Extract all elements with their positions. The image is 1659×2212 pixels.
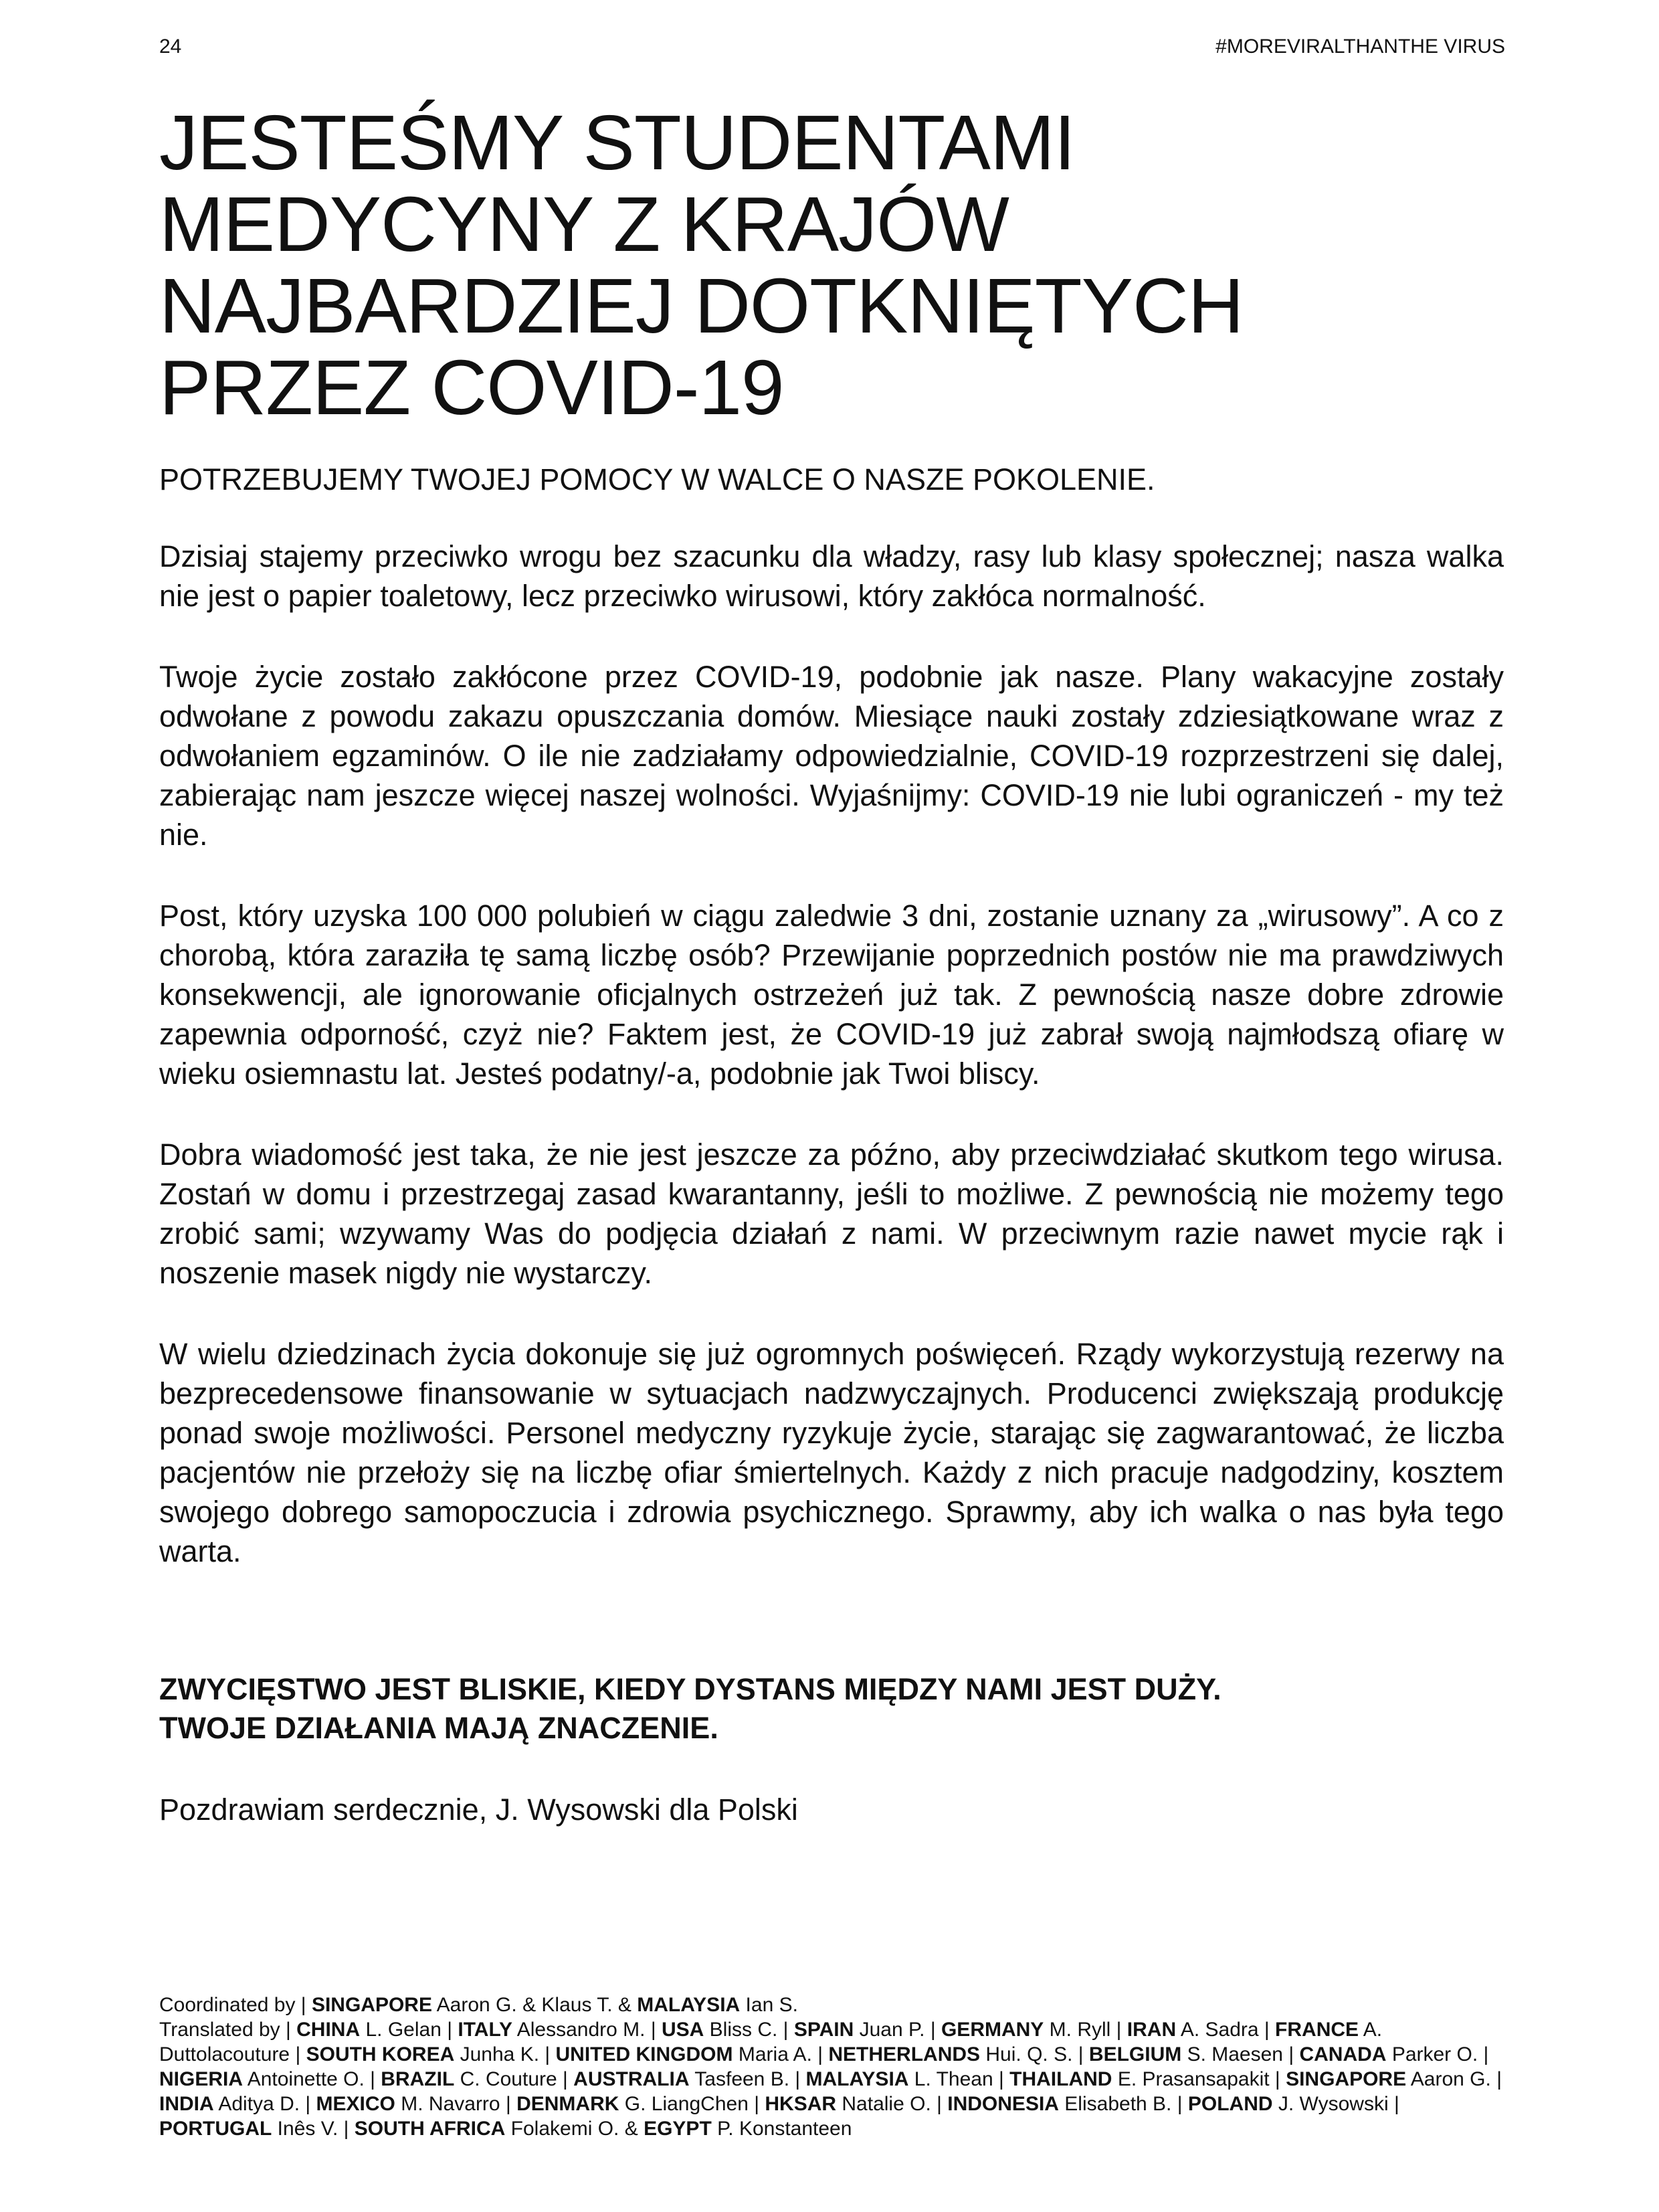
body-paragraph: Post, który uzyska 100 000 polubień w ciągu zaledwie 3 dni, zostanie uznany za „wirusowy”. A co z chorobą, która zaraziła tę samą liczbę osób? Przewijanie poprzednich postów nie ma prawdziwych konsekwencji, ale ignorowanie oficjalnych ostrzeżeń już tak. Z pewnością nasze dobre zdrowie zapewnia odporność, czyż nie? Faktem jest, że COVID-19 już zabrał swoją najmłodszą ofiarę w wieku osiemnastu lat. Jesteś podatny/-a, podobnie jak Twoi bliscy. (159, 899, 1504, 1091)
credit-names: Aaron G. | (1410, 2068, 1502, 2090)
credit-country: DENMARK (516, 2093, 619, 2115)
credit-names: J. Wysowski | (1278, 2093, 1399, 2115)
credit-country: SINGAPORE (1286, 2068, 1407, 2090)
credit-names: M. Navarro | (401, 2093, 511, 2115)
headline-line: NAJBARDZIEJ DOTKNIĘTYCH (159, 262, 1244, 349)
headline (159, 99, 1504, 431)
credit-country: GERMANY (941, 2019, 1044, 2041)
translated-by-entries (159, 2019, 1502, 2140)
credit-country: NETHERLANDS (828, 2043, 981, 2065)
credit-names: A. Sadra | (1180, 2019, 1270, 2041)
credit-names: Ian S. (745, 1994, 798, 2016)
coordinated-by (159, 1993, 1504, 2017)
translated-by (159, 2017, 1504, 2141)
headline-line: PRZEZ COVID-19 (159, 344, 784, 431)
credit-country: MALAYSIA (637, 1994, 741, 2016)
credit-names: Alessandro M. | (516, 2019, 656, 2041)
credit-names: Natalie O. | (842, 2093, 942, 2115)
credit-names: Juan P. | (859, 2019, 936, 2041)
credit-country: SINGAPORE (311, 1994, 432, 2016)
credit-country: INDIA (159, 2093, 214, 2115)
credit-names: G. LiangChen | (624, 2093, 760, 2115)
credit-country: USA (661, 2019, 704, 2041)
credit-names: Parker O. | (1391, 2043, 1489, 2065)
credit-country: BELGIUM (1088, 2043, 1182, 2065)
coordinated-by-label: Coordinated by | (159, 1994, 306, 2016)
credit-names: S. Maesen | (1187, 2043, 1294, 2065)
headline-line: JESTEŚMY STUDENTAMI (159, 99, 1075, 186)
credit-country: BRAZIL (381, 2068, 455, 2090)
credit-names: Elisabeth B. | (1064, 2093, 1183, 2115)
subheading: POTRZEBUJEMY TWOJEJ POMOCY W WALCE O NASZE POKOLENIE. (159, 462, 1155, 496)
credit-names: Antoinette O. | (247, 2068, 375, 2090)
credit-names: E. Prasansapakit | (1117, 2068, 1280, 2090)
credit-names: Junha K. | (460, 2043, 551, 2065)
translated-by-label: Translated by | (159, 2019, 291, 2041)
credit-names: A. Duttolacouture | (159, 2019, 1383, 2065)
credit-country: SOUTH AFRICA (354, 2118, 506, 2140)
credit-country: CANADA (1299, 2043, 1387, 2065)
credit-country: UNITED KINGDOM (555, 2043, 733, 2065)
credit-country: THAILAND (1009, 2068, 1112, 2090)
body-text (159, 537, 1504, 1612)
body-paragraph: Dzisiaj stajemy przeciwko wrogu bez szacunku dla władzy, rasy lub klasy społecznej; nasza walka nie jest o papier toaletowy, lecz przeciwko wirusowi, który zakłóca normalność. (159, 539, 1504, 613)
closing-line: ZWYCIĘSTWO JEST BLISKIE, KIEDY DYSTANS MIĘDZY NAMI JEST DUŻY. (159, 1672, 1222, 1706)
body-paragraph: W wielu dziedzinach życia dokonuje się już ogromnych poświęceń. Rządy wykorzystują rezerwy na bezprecedensowe finansowanie w sytuacjach nadzwyczajnych. Producenci zwiększają produkcję ponad swoje możliwości. Personel medyczny ryzykuje życie, starając się zagwarantować, że liczba pacjentów nie przełoży się na liczbę ofiar śmiertelnych. Każdy z nich pracuje nadgodziny, kosztem swojego dobrego samopoczucia i zdrowia psychicznego. Sprawmy, aby ich walka o nas była tego warta. (159, 1337, 1504, 1568)
credit-names: Inês V. | (277, 2118, 349, 2140)
credits (159, 1993, 1504, 2141)
header-hashtag: #MOREVIRALTHANTHE VIRUS (1215, 35, 1505, 58)
page-number: 24 (159, 35, 182, 58)
credit-country: MALAYSIA (805, 2068, 909, 2090)
credit-names: Aaron G. & Klaus T. & (436, 1994, 631, 2016)
credit-country: SOUTH KOREA (306, 2043, 455, 2065)
credit-country: PORTUGAL (159, 2118, 272, 2140)
credit-country: POLAND (1187, 2093, 1273, 2115)
body-paragraph: Dobra wiadomość jest taka, że nie jest jeszcze za późno, aby przeciwdziałać skutkom tego wirusa. Zostań w domu i przestrzegaj zasad kwarantanny, jeśli to możliwe. Z pewnością nie możemy tego zrobić sami; wzywamy Was do podjęcia działań z nami. W przeciwnym razie nawet mycie rąk i noszenie masek nigdy nie wystarczy. (159, 1137, 1504, 1290)
credit-country: MEXICO (316, 2093, 395, 2115)
credit-country: SPAIN (793, 2019, 854, 2041)
credit-names: C. Couture | (460, 2068, 568, 2090)
credit-country: HKSAR (765, 2093, 837, 2115)
signature: Pozdrawiam serdecznie, J. Wysowski dla Polski (159, 1792, 798, 1827)
credit-country: NIGERIA (159, 2068, 243, 2090)
credit-names: Aditya D. | (218, 2093, 311, 2115)
credit-country: CHINA (296, 2019, 361, 2041)
credit-names: Tasfeen B. | (694, 2068, 801, 2090)
credit-names: Hui. Q. S. | (985, 2043, 1084, 2065)
credit-names: Bliss C. | (709, 2019, 789, 2041)
credit-country: AUSTRALIA (573, 2068, 690, 2090)
credit-country: FRANCE (1275, 2019, 1359, 2041)
credit-country: EGYPT (644, 2118, 712, 2140)
closing-statement (159, 1670, 1504, 1748)
credit-names: L. Gelan | (365, 2019, 453, 2041)
closing-line: TWOJE DZIAŁANIA MAJĄ ZNACZENIE. (159, 1711, 718, 1745)
credit-country: INDONESIA (947, 2093, 1059, 2115)
coordinated-by-entries (312, 1994, 798, 2016)
credit-names: P. Konstanteen (717, 2118, 852, 2140)
credit-names: L. Thean | (914, 2068, 1004, 2090)
credit-names: M. Ryll | (1049, 2019, 1122, 2041)
credit-country: IRAN (1127, 2019, 1177, 2041)
credit-names: Maria A. | (738, 2043, 823, 2065)
body-paragraph: Twoje życie zostało zakłócone przez COVID-19, podobnie jak nasze. Plany wakacyjne zostały odwołane z powodu zakazu opuszczania domów. Miesiące nauki zostały zdziesiątkowane wraz z odwołaniem egzaminów. O ile nie zadziałamy odpowiedzialnie, COVID-19 rozprzestrzeni się dalej, zabierając nam jeszcze więcej naszej wolności. Wyjaśnijmy: COVID-19 nie lubi ograniczeń - my też nie. (159, 660, 1504, 852)
headline-line: MEDYCYNY Z KRAJÓW (159, 181, 1009, 268)
credit-country: ITALY (458, 2019, 513, 2041)
credit-names: Folakemi O. & (510, 2118, 638, 2140)
